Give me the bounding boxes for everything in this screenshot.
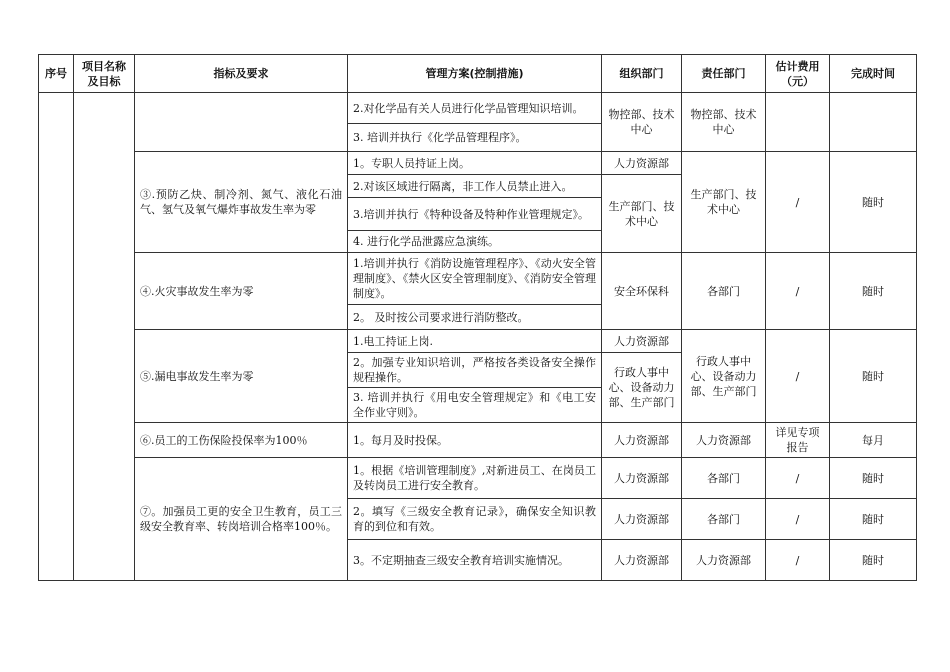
time-cell: 随时 xyxy=(830,540,917,581)
project-cell xyxy=(74,93,135,581)
time-cell: 随时 xyxy=(830,152,917,253)
resp-cell: 人力资源部 xyxy=(682,540,766,581)
measure-cell: 3。不定期抽查三级安全教育培训实施情况。 xyxy=(348,540,602,581)
measure-cell: 2。填写《三级安全教育记录》，确保安全知识教育的到位和有效。 xyxy=(348,499,602,540)
header-seq: 序号 xyxy=(39,55,74,93)
cost-cell: / xyxy=(766,330,830,423)
measure-cell: 1。专职人员持证上岗。 xyxy=(348,152,602,175)
resp-cell: 人力资源部 xyxy=(682,423,766,458)
cost-cell: / xyxy=(766,152,830,253)
time-cell: 随时 xyxy=(830,330,917,423)
table-row xyxy=(39,330,917,353)
indicator-cell: ⑤.漏电事故发生率为零 xyxy=(135,330,348,423)
cost-cell: / xyxy=(766,253,830,330)
table-row xyxy=(39,458,917,499)
org-cell: 安全环保科 xyxy=(602,253,682,330)
table-row xyxy=(39,93,917,124)
seq-cell xyxy=(39,93,74,581)
measure-cell: 3. 培训并执行《用电安全管理规定》和《电工安全作业守则》。 xyxy=(348,388,602,423)
safety-management-table xyxy=(38,54,917,581)
cost-cell xyxy=(766,93,830,152)
resp-cell: 各部门 xyxy=(682,253,766,330)
cost-cell: / xyxy=(766,540,830,581)
measure-cell: 3.培训并执行《特种设备及特种作业管理规定》。 xyxy=(348,198,602,231)
cost-cell: / xyxy=(766,499,830,540)
header-indicator: 指标及要求 xyxy=(135,55,348,93)
org-cell: 人力资源部 xyxy=(602,499,682,540)
header-project: 项目名称及目标 xyxy=(74,55,135,93)
header-resp: 责任部门 xyxy=(682,55,766,93)
resp-cell: 行政人事中心、设备动力部、生产部门 xyxy=(682,330,766,423)
measure-cell: 3. 培训并执行《化学品管理程序》。 xyxy=(348,124,602,152)
header-cost: 估计费用（元） xyxy=(766,55,830,93)
measure-cell: 2。 及时按公司要求进行消防整改。 xyxy=(348,305,602,330)
indicator-cell xyxy=(135,93,348,152)
time-cell: 随时 xyxy=(830,499,917,540)
resp-cell: 各部门 xyxy=(682,458,766,499)
org-cell: 行政人事中心、设备动力部、生产部门 xyxy=(602,353,682,423)
org-cell: 人力资源部 xyxy=(602,423,682,458)
table-row xyxy=(39,152,917,175)
measure-cell: 1。根据《培训管理制度》,对新进员工、在岗员工及转岗员工进行安全教育。 xyxy=(348,458,602,499)
table-row xyxy=(39,423,917,458)
resp-cell: 各部门 xyxy=(682,499,766,540)
measure-cell: 2.对化学品有关人员进行化学品管理知识培训。 xyxy=(348,93,602,124)
org-cell: 人力资源部 xyxy=(602,330,682,353)
indicator-cell: ⑦。加强员工更的安全卫生教育，员工三级安全教育率、转岗培训合格率100％。 xyxy=(135,458,348,581)
measure-cell: 2。加强专业知识培训，严格按各类设备安全操作规程操作。 xyxy=(348,353,602,388)
measure-cell: 1.电工持证上岗. xyxy=(348,330,602,353)
org-cell: 人力资源部 xyxy=(602,458,682,499)
cost-cell: 详见专项报告 xyxy=(766,423,830,458)
header-plan: 管理方案(控制措施) xyxy=(348,55,602,93)
time-cell: 随时 xyxy=(830,253,917,330)
header-row xyxy=(39,55,917,93)
org-cell: 人力资源部 xyxy=(602,152,682,175)
time-cell: 每月 xyxy=(830,423,917,458)
org-cell: 人力资源部 xyxy=(602,540,682,581)
indicator-cell: ⑥.员工的工伤保险投保率为100％ xyxy=(135,423,348,458)
header-time: 完成时间 xyxy=(830,55,917,93)
measure-cell: 4. 进行化学品泄露应急演练。 xyxy=(348,231,602,253)
indicator-cell: ④.火灾事故发生率为零 xyxy=(135,253,348,330)
resp-cell: 生产部门、技术中心 xyxy=(682,152,766,253)
org-cell: 物控部、技术中心 xyxy=(602,93,682,152)
time-cell xyxy=(830,93,917,152)
header-org: 组织部门 xyxy=(602,55,682,93)
measure-cell: 1.培训并执行《消防设施管理程序》、《动火安全管理制度》、《禁火区安全管理制度》、《消防安全管理制度》。 xyxy=(348,253,602,305)
measure-cell: 2.对该区域进行隔离，非工作人员禁止进入。 xyxy=(348,175,602,198)
org-cell: 生产部门、技术中心 xyxy=(602,175,682,253)
resp-cell: 物控部、技术中心 xyxy=(682,93,766,152)
time-cell: 随时 xyxy=(830,458,917,499)
cost-cell: / xyxy=(766,458,830,499)
table-row xyxy=(39,253,917,305)
indicator-cell: ③.预防乙炔、制冷剂、氮气、液化石油气、氢气及氧气爆炸事故发生率为零 xyxy=(135,152,348,253)
measure-cell: 1。每月及时投保。 xyxy=(348,423,602,458)
